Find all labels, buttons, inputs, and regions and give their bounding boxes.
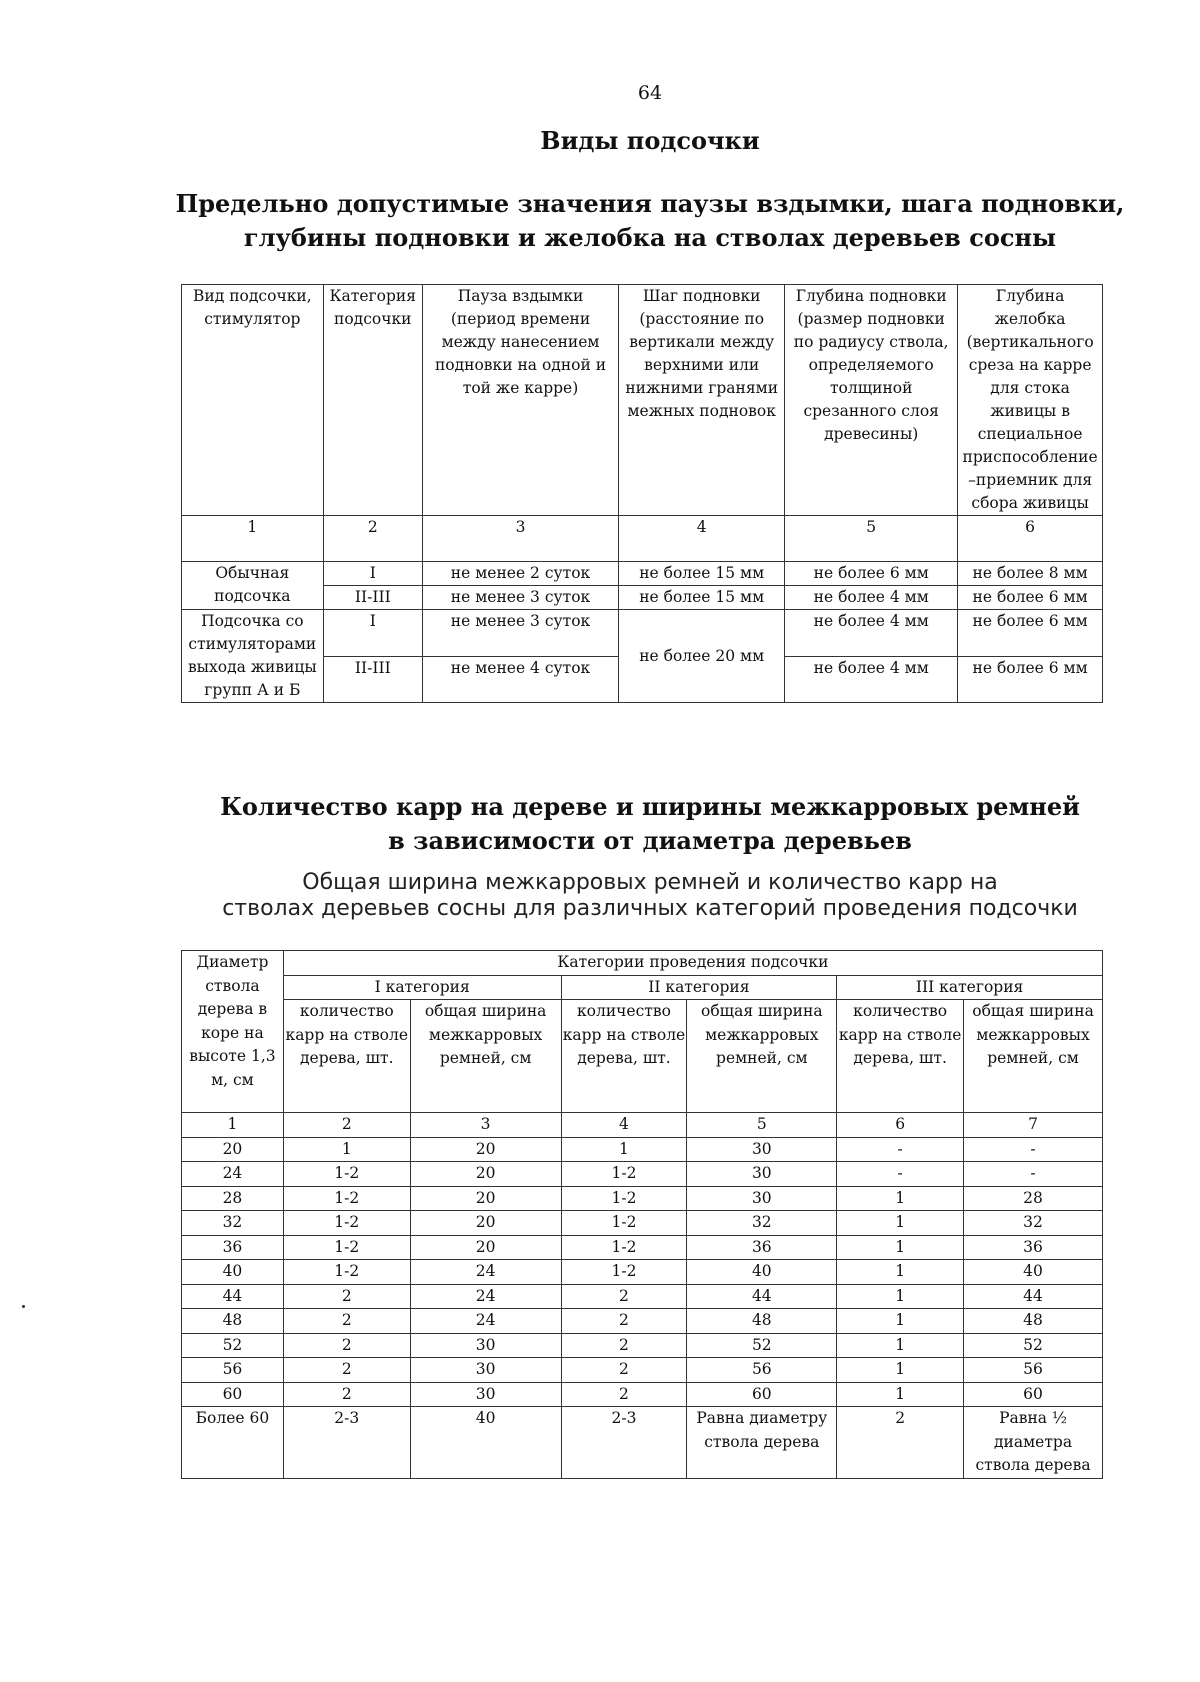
table-row [182, 1382, 1103, 1407]
section2-title-line-2: в зависимости от диаметра деревьев [388, 826, 912, 855]
t2-category-3: III категория [837, 975, 1103, 1000]
t1-groove-cell: не более 6 мм [958, 656, 1103, 703]
table-row [182, 1333, 1103, 1358]
t2-cell: 30 [687, 1137, 837, 1162]
t2-cell: 36 [182, 1235, 284, 1260]
t1-header-type: Вид подсочки, стимулятор [182, 285, 324, 516]
table1-title-line-2: глубины подновки и желобка на стволах деревьев сосны [243, 223, 1057, 252]
t1-depth-cell: не более 4 мм [785, 610, 958, 657]
table2-subtitle-line-1: Общая ширина межкарровых ремней и количество карр на [302, 870, 998, 895]
t2-count-header: количество карр на стволе дерева, шт. [283, 1000, 410, 1113]
table1-number-row [182, 516, 1103, 562]
carr-count-table [181, 950, 1103, 1479]
t1-type-cell: Обычная подсочка [182, 562, 324, 610]
t1-category-cell: I [323, 610, 422, 657]
t2-cell: 1 [837, 1235, 964, 1260]
t1-header-category: Категория подсочки [323, 285, 422, 516]
t2-cell: 2 [561, 1382, 687, 1407]
t2-cell: 2 [283, 1358, 410, 1383]
t2-cell: 20 [410, 1186, 561, 1211]
table-row [182, 1309, 1103, 1334]
t2-cell: 24 [410, 1260, 561, 1285]
t2-cell: 1-2 [561, 1162, 687, 1187]
t1-step-cell: не более 15 мм [619, 586, 785, 610]
t1-header-depth: Глубина подновки (размер подновки по радиусу ствола, определяемого толщиной срезанного слоя древесины) [785, 285, 958, 516]
table2-header-row [182, 951, 1103, 976]
t2-cell: - [964, 1162, 1103, 1187]
t2-cell: 30 [410, 1382, 561, 1407]
t2-cell: 2 [283, 1382, 410, 1407]
t2-cell: 2 [561, 1358, 687, 1383]
t2-cell: 24 [410, 1309, 561, 1334]
table2-body [182, 1137, 1103, 1478]
t2-cell: 1 [837, 1186, 964, 1211]
t2-width-header: общая ширина межкарровых ремней, см [687, 1000, 837, 1113]
t2-cell: 44 [182, 1284, 284, 1309]
t2-colnum: 2 [283, 1113, 410, 1138]
page-title: Виды подсочки [540, 126, 760, 155]
t2-colnum: 6 [837, 1113, 964, 1138]
t2-cell: 48 [687, 1309, 837, 1334]
t2-cell: 30 [410, 1358, 561, 1383]
t1-header-pause: Пауза вздымки (период времени между нанесением подновки на одной и той же карре) [422, 285, 618, 516]
table-row [182, 1407, 1103, 1479]
t2-cell: 20 [410, 1162, 561, 1187]
t1-colnum: 4 [619, 516, 785, 562]
t1-pause-cell: не менее 3 суток [422, 610, 618, 657]
t2-cell: 44 [687, 1284, 837, 1309]
t1-depth-cell: не более 4 мм [785, 656, 958, 703]
t2-cell: - [964, 1137, 1103, 1162]
t2-cell: Равна диаметру ствола дерева [687, 1407, 837, 1479]
t2-cell: 30 [410, 1333, 561, 1358]
t1-category-cell: II-III [323, 586, 422, 610]
t2-cell: 1-2 [283, 1235, 410, 1260]
t2-colnum: 4 [561, 1113, 687, 1138]
t2-cell: 2 [561, 1284, 687, 1309]
t2-cell: 1-2 [561, 1260, 687, 1285]
table2-category-row [182, 975, 1103, 1000]
t2-cell: 2 [837, 1407, 964, 1479]
t2-width-header: общая ширина межкарровых ремней, см [964, 1000, 1103, 1113]
t2-cell: 52 [964, 1333, 1103, 1358]
t2-cell: 36 [964, 1235, 1103, 1260]
t2-cell: 1-2 [561, 1211, 687, 1236]
t1-header-groove: Глубина желобка (вертикального среза на карре для стока живицы в специальное приспособление –приемник для сбора живицы [958, 285, 1103, 516]
t1-step-shared-cell: не более 20 мм [619, 610, 785, 703]
t1-depth-cell: не более 6 мм [785, 562, 958, 586]
t2-colnum: 7 [964, 1113, 1103, 1138]
t2-cell: 32 [964, 1211, 1103, 1236]
t2-cell: 1-2 [283, 1260, 410, 1285]
t2-cell: 2-3 [561, 1407, 687, 1479]
t2-cell: 30 [687, 1186, 837, 1211]
t2-cell: 40 [687, 1260, 837, 1285]
t2-cell: 1 [837, 1358, 964, 1383]
t1-colnum: 6 [958, 516, 1103, 562]
t2-cell: 40 [182, 1260, 284, 1285]
t1-colnum: 1 [182, 516, 324, 562]
t2-cell: 24 [410, 1284, 561, 1309]
t1-colnum: 3 [422, 516, 618, 562]
tapping-limits-table [181, 284, 1103, 703]
table1-header-row [182, 285, 1103, 516]
t2-cell: 60 [964, 1382, 1103, 1407]
t1-groove-cell: не более 6 мм [958, 586, 1103, 610]
t2-cell: Более 60 [182, 1407, 284, 1479]
t2-cell: 2 [283, 1333, 410, 1358]
t2-cell: 20 [410, 1137, 561, 1162]
t1-pause-cell: не менее 3 суток [422, 586, 618, 610]
t2-cell: 40 [410, 1407, 561, 1479]
t2-count-header: количество карр на стволе дерева, шт. [837, 1000, 964, 1113]
t2-cell: 1 [837, 1309, 964, 1334]
t2-cell: 28 [964, 1186, 1103, 1211]
t2-cell: 1-2 [561, 1186, 687, 1211]
t2-colnum: 3 [410, 1113, 561, 1138]
table2-subtitle-line-2: стволах деревьев сосны для различных категорий проведения подсочки [222, 896, 1078, 921]
t2-cell: 44 [964, 1284, 1103, 1309]
page-number: 64 [637, 82, 663, 104]
t2-count-header: количество карр на стволе дерева, шт. [561, 1000, 687, 1113]
t1-colnum: 5 [785, 516, 958, 562]
t2-cell: 40 [964, 1260, 1103, 1285]
t2-cell: 2 [283, 1309, 410, 1334]
t2-cell: 1-2 [283, 1186, 410, 1211]
t2-cell: 32 [182, 1211, 284, 1236]
table-row [182, 1137, 1103, 1162]
t2-cell: 1-2 [561, 1235, 687, 1260]
t2-cell: 1 [561, 1137, 687, 1162]
table-row [182, 1260, 1103, 1285]
t2-cell: 1 [837, 1284, 964, 1309]
t2-cell: 48 [964, 1309, 1103, 1334]
t1-groove-cell: не более 6 мм [958, 610, 1103, 657]
t2-cell: 56 [687, 1358, 837, 1383]
t2-cell: 2 [561, 1333, 687, 1358]
table1-title-line-1: Предельно допустимые значения паузы вздымки, шага подновки, [175, 189, 1125, 218]
table-row [182, 1211, 1103, 1236]
scan-speck [22, 1305, 25, 1308]
t2-cell: - [837, 1162, 964, 1187]
table1-title [0, 187, 1200, 255]
table2-number-row [182, 1113, 1103, 1138]
t2-cell: 2 [561, 1309, 687, 1334]
t2-cell: 56 [182, 1358, 284, 1383]
t2-cell: 60 [182, 1382, 284, 1407]
t2-width-header: общая ширина межкарровых ремней, см [410, 1000, 561, 1113]
t2-cell: 1 [837, 1333, 964, 1358]
table-row [182, 1284, 1103, 1309]
table2-subtitle [0, 870, 1200, 922]
t1-type-cell: Подсочка со стимуляторами выхода живицы групп А и Б [182, 610, 324, 703]
t2-cell: 1 [837, 1382, 964, 1407]
t2-cell: 1-2 [283, 1162, 410, 1187]
t1-pause-cell: не менее 4 суток [422, 656, 618, 703]
t1-depth-cell: не более 4 мм [785, 586, 958, 610]
t2-cell: 2-3 [283, 1407, 410, 1479]
table-row [182, 1162, 1103, 1187]
t2-cell: 30 [687, 1162, 837, 1187]
t2-cell: 1 [837, 1260, 964, 1285]
section2-title-line-1: Количество карр на дереве и ширины межкарровых ремней [220, 792, 1080, 821]
t2-cell: 1-2 [283, 1211, 410, 1236]
t2-cell: 36 [687, 1235, 837, 1260]
t2-cell: 20 [182, 1137, 284, 1162]
t1-colnum: 2 [323, 516, 422, 562]
section2-title [0, 790, 1200, 858]
table-row [182, 1186, 1103, 1211]
t2-cell: 52 [687, 1333, 837, 1358]
t2-header-diameter: Диаметр ствола дерева в коре на высоте 1,3 м, см [182, 951, 284, 1113]
table-row [182, 610, 1103, 657]
t2-cell: 24 [182, 1162, 284, 1187]
t2-colnum: 1 [182, 1113, 284, 1138]
t1-groove-cell: не более 8 мм [958, 562, 1103, 586]
t1-category-cell: II-III [323, 656, 422, 703]
t2-cell: 1 [283, 1137, 410, 1162]
t2-cell: 28 [182, 1186, 284, 1211]
t2-cell: 48 [182, 1309, 284, 1334]
t2-cell: Равна ½ диаметра ствола дерева [964, 1407, 1103, 1479]
t2-header-group: Категории проведения подсочки [283, 951, 1102, 976]
table-row [182, 1235, 1103, 1260]
t1-category-cell: I [323, 562, 422, 586]
t2-colnum: 5 [687, 1113, 837, 1138]
t2-cell: 20 [410, 1211, 561, 1236]
table2-subheader-row [182, 1000, 1103, 1113]
t2-category-1: I категория [283, 975, 561, 1000]
t2-cell: 1 [837, 1211, 964, 1236]
t2-cell: 60 [687, 1382, 837, 1407]
table-row [182, 562, 1103, 586]
table-row [182, 1358, 1103, 1383]
t2-cell: 52 [182, 1333, 284, 1358]
t2-cell: 56 [964, 1358, 1103, 1383]
t2-cell: 2 [283, 1284, 410, 1309]
t1-step-cell: не более 15 мм [619, 562, 785, 586]
t1-pause-cell: не менее 2 суток [422, 562, 618, 586]
t2-cell: 20 [410, 1235, 561, 1260]
t1-header-step: Шаг подновки (расстояние по вертикали между верхними или нижними гранями межных подновок [619, 285, 785, 516]
t2-cell: - [837, 1137, 964, 1162]
t2-category-2: II категория [561, 975, 837, 1000]
t2-cell: 32 [687, 1211, 837, 1236]
